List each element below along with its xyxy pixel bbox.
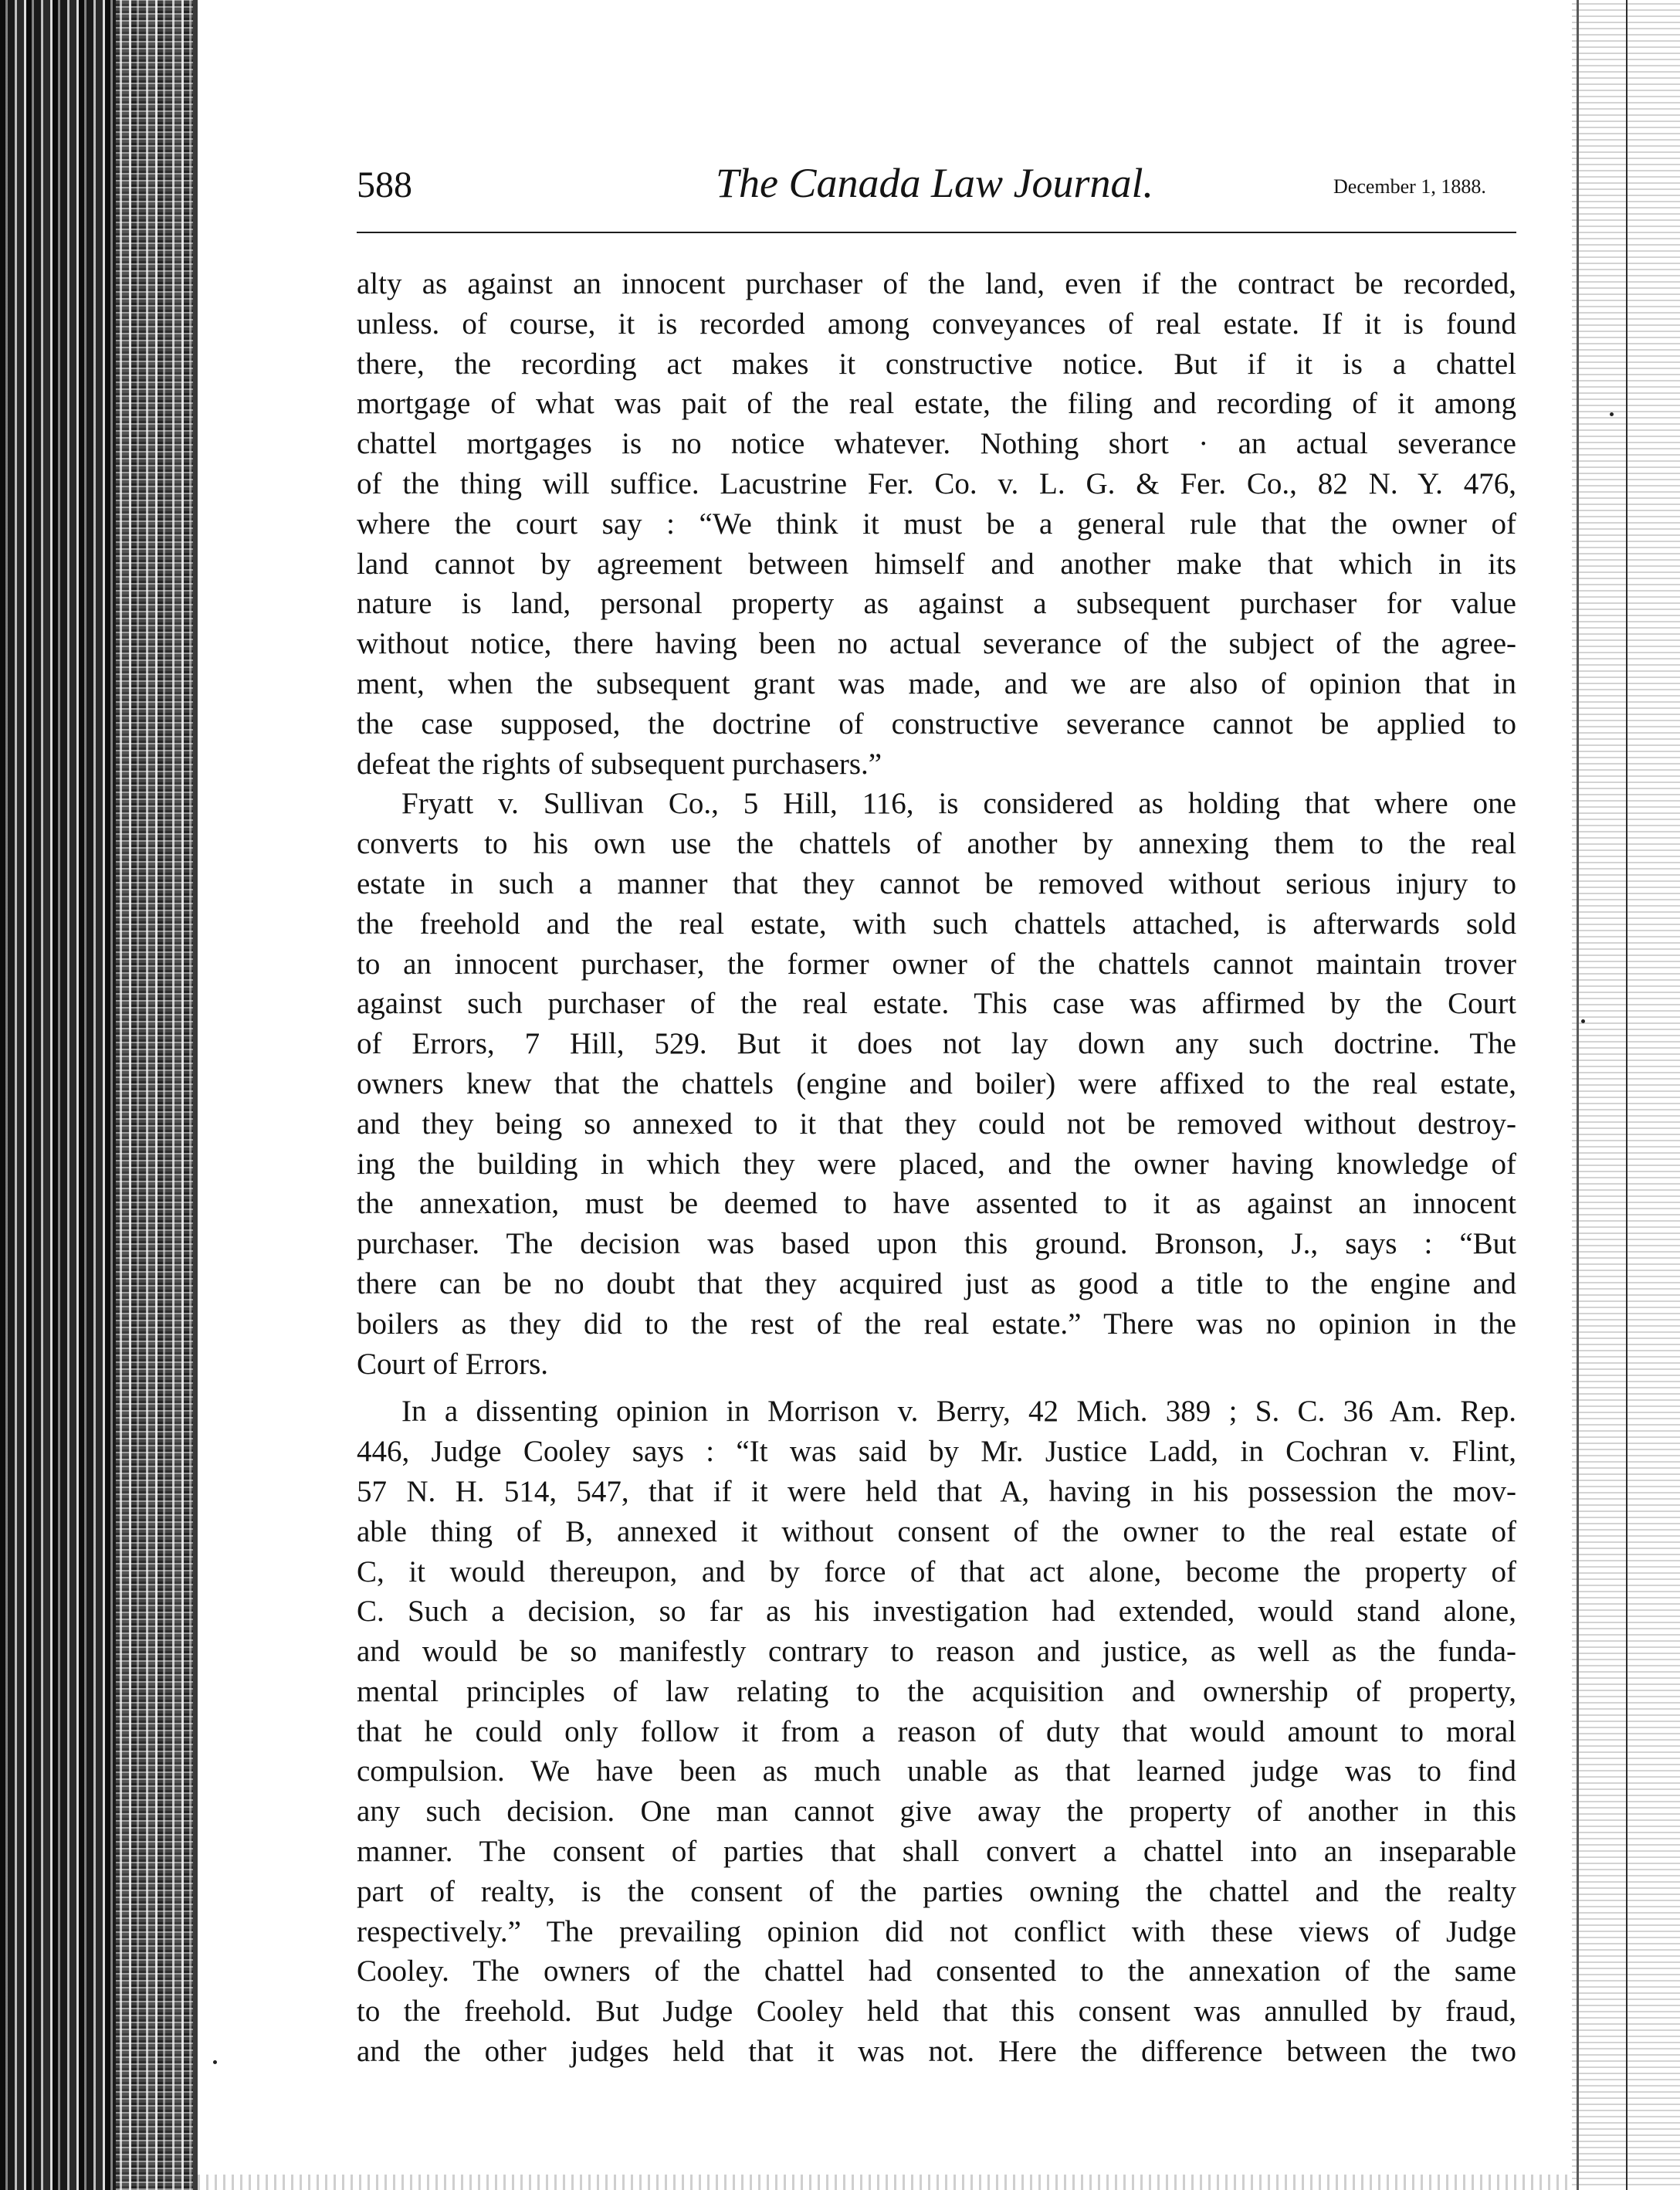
text-line: Court of Errors. [357, 1347, 549, 1381]
text-line: respectively.” The prevailing opinion did not conflict with these views of Judge [357, 1914, 1516, 1948]
text-line: and would be so manifestly contrary to reason and justice, as well as the funda- [357, 1635, 1516, 1669]
page-edge-line [1577, 0, 1579, 2190]
book-binding [0, 0, 193, 2190]
text-line: without notice, there having been no actual severance of the subject of the agree- [357, 627, 1516, 661]
text-line: land cannot by agreement between himself and another make that which in its [357, 547, 1516, 581]
text-line: Fryatt v. Sullivan Co., 5 Hill, 116, is considered as holding that where one [401, 787, 1516, 821]
text-line: ing the building in which they were placed, and the owner having knowledge of [357, 1147, 1516, 1181]
text-line: manner. The consent of parties that shall convert a chattel into an inseparable [357, 1835, 1516, 1869]
text-line: the annexation, must be deemed to have assented to it as against an innocent [357, 1187, 1516, 1221]
scan-speck [1581, 1019, 1585, 1023]
text-line: unless. of course, it is recorded among conveyances of real estate. If it is found [357, 307, 1516, 341]
text-line: mortgage of what was pait of the real estate, the filing and recording of it among [357, 387, 1516, 421]
text-line: estate in such a manner that they cannot be removed without serious injury to [357, 866, 1516, 900]
text-line: boilers as they did to the rest of the real estate.” There was no opinion in the [357, 1307, 1516, 1341]
text-line: that he could only follow it from a reason of duty that would amount to moral [357, 1714, 1516, 1748]
binding-edge [193, 0, 198, 2190]
running-header [357, 151, 1516, 229]
text-line: and they being so annexed to it that they could not be removed without destroy- [357, 1107, 1516, 1141]
scan-speck [1610, 412, 1614, 416]
text-line: of the thing will suffice. Lacustrine Fer. Co. v. L. G. & Fer. Co., 82 N. Y. 476, [357, 466, 1516, 500]
text-line: any such decision. One man cannot give away the property of another in this [357, 1795, 1516, 1829]
text-line: part of realty, is the consent of the parties owning the chattel and the realty [357, 1874, 1516, 1908]
page-number: 588 [357, 164, 412, 205]
text-line: there, the recording act makes it constructive notice. But if it is a chattel [357, 347, 1516, 381]
text-line: In a dissenting opinion in Morrison v. Berry, 42 Mich. 389 ; S. C. 36 Am. Rep. [401, 1395, 1516, 1429]
text-line: nature is land, personal property as against a subsequent purchaser for value [357, 587, 1516, 621]
page-bottom-edge [198, 2175, 1572, 2190]
text-line: defeat the rights of subsequent purchasers.” [357, 747, 882, 781]
text-line: of Errors, 7 Hill, 529. But it does not lay down any such doctrine. The [357, 1027, 1516, 1061]
text-line: there can be no doubt that they acquired just as good a title to the engine and [357, 1266, 1516, 1300]
scan-speck [213, 2060, 217, 2064]
text-line: the freehold and the real estate, with such chattels attached, is afterwards sold [357, 907, 1516, 941]
text-line: where the court say : “We think it must be a general rule that the owner of [357, 507, 1516, 541]
text-line: ment, when the subsequent grant was made, and we are also of opinion that in [357, 666, 1516, 700]
text-line: converts to his own use the chattels of another by annexing them to the real [357, 827, 1516, 861]
body-text [357, 264, 1516, 2072]
page-edge [1572, 0, 1680, 2190]
issue-date: December 1, 1888. [1333, 175, 1486, 198]
text-line: chattel mortgages is no notice whatever. Nothing short · an actual severance [357, 427, 1516, 461]
text-line: mental principles of law relating to the acquisition and ownership of property, [357, 1674, 1516, 1708]
text-line: purchaser. The decision was based upon this ground. Bronson, J., says : “But [357, 1227, 1516, 1261]
text-line: 446, Judge Cooley says : “It was said by Mr. Justice Ladd, in Cochran v. Flint, [357, 1435, 1516, 1469]
text-line: owners knew that the chattels (engine and boiler) were affixed to the real estate, [357, 1066, 1516, 1100]
text-line: compulsion. We have been as much unable as that learned judge was to find [357, 1754, 1516, 1788]
text-line: and the other judges held that it was not. Here the difference between the two [357, 2035, 1516, 2069]
text-line: 57 N. H. 514, 547, that if it were held that A, having in his possession the mov- [357, 1474, 1516, 1508]
text-line: to the freehold. But Judge Cooley held that this consent was annulled by fraud, [357, 1995, 1516, 2029]
text-line: C. Such a decision, so far as his investigation had extended, would stand alone, [357, 1595, 1516, 1629]
header-rule [357, 232, 1516, 233]
text-line: against such purchaser of the real estate. This case was affirmed by the Court [357, 987, 1516, 1021]
text-line: Cooley. The owners of the chattel had consented to the annexation of the same [357, 1954, 1516, 1988]
text-line: to an innocent purchaser, the former owner of the chattels cannot maintain trover [357, 947, 1516, 981]
text-line: alty as against an innocent purchaser of the land, even if the contract be recorded, [357, 267, 1516, 300]
text-line: C, it would thereupon, and by force of that act alone, become the property of [357, 1554, 1516, 1588]
journal-title: The Canada Law Journal. [716, 160, 1154, 206]
text-line: able thing of B, annexed it without consent of the owner to the real estate of [357, 1514, 1516, 1548]
text-line: the case supposed, the doctrine of constructive severance cannot be applied to [357, 707, 1516, 741]
binding-texture [116, 0, 193, 2190]
page-edge-line [1626, 0, 1628, 2190]
